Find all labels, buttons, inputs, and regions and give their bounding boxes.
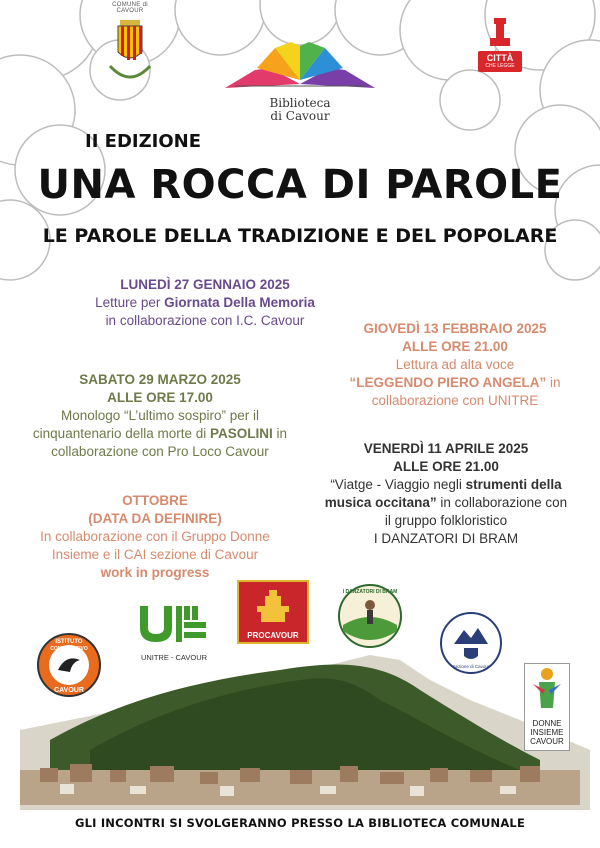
crest-shield-icon bbox=[100, 14, 160, 84]
event-4-line1: “Viatge - Viaggio negli bbox=[330, 477, 466, 492]
event-3-date: SABATO 29 MARZO 2025 bbox=[79, 372, 241, 387]
tower-icon bbox=[239, 582, 307, 626]
istituto-logo bbox=[36, 632, 102, 698]
event-5-line2: Insieme e il CAI sezione di Cavour bbox=[51, 547, 259, 562]
event-1-line1: Letture per bbox=[95, 295, 165, 310]
istituto-badge-icon bbox=[36, 632, 102, 698]
donne-label-3: CAVOUR bbox=[530, 737, 564, 746]
event-5-date: OTTOBRE bbox=[122, 493, 188, 508]
biblioteca-logo bbox=[215, 40, 385, 123]
event-4 bbox=[298, 440, 594, 548]
event-2-line2: in bbox=[546, 375, 561, 390]
event-4-line4: I DANZATORI DI BRAM bbox=[373, 531, 519, 546]
event-3-line1: Monologo “L’ultimo sospiro” per il bbox=[60, 408, 260, 423]
library-name-2: di Cavour bbox=[270, 109, 330, 123]
event-3-highlight: PASOLINI bbox=[210, 426, 273, 441]
event-4-highlight-2: musica occitana” bbox=[324, 495, 437, 510]
event-2-line1: Lettura ad alta voce bbox=[395, 357, 515, 372]
event-1-date: LUNEDÌ 27 GENNAIO 2025 bbox=[120, 277, 290, 292]
procavour-logo bbox=[237, 580, 309, 644]
cai-badge-icon bbox=[438, 610, 504, 676]
women-figure-icon bbox=[525, 664, 569, 714]
event-1-line2: in collaborazione con I.C. Cavour bbox=[105, 313, 305, 328]
book-logo-icon bbox=[215, 40, 385, 92]
cai-label: Sezione di Cavour bbox=[452, 664, 490, 669]
event-4-line3: il gruppo folkloristico bbox=[384, 513, 508, 528]
comune-crest bbox=[100, 2, 160, 82]
subtitle: LE PAROLE DELLA TRADIZIONE E DEL POPOLARE bbox=[42, 225, 558, 247]
event-3-time: ALLE ORE 17.00 bbox=[107, 390, 213, 405]
event-2-line3: collaborazione con UNITRE bbox=[371, 393, 539, 408]
event-1-highlight: Giornata Della Memoria bbox=[164, 295, 315, 310]
main-title: UNA ROCCA DI PAROLE bbox=[37, 162, 563, 208]
event-1 bbox=[55, 276, 355, 330]
donne-insieme-logo bbox=[524, 663, 570, 751]
tower-icon bbox=[478, 16, 522, 46]
event-4-date: VENERDÌ 11 APRILE 2025 bbox=[363, 441, 529, 456]
event-4-highlight-1: strumenti della bbox=[465, 477, 562, 492]
donne-label-1: DONNE bbox=[532, 719, 562, 728]
unitre-logo bbox=[134, 602, 214, 662]
bram-badge-icon bbox=[337, 583, 403, 649]
istituto-label-1: ISTITUTO bbox=[55, 639, 83, 645]
event-3-line3: collaborazione con Pro Loco Cavour bbox=[51, 444, 269, 459]
event-5-time: (DATA DA DEFINIRE) bbox=[88, 511, 222, 526]
event-4-line2: in collaborazione con bbox=[436, 495, 568, 510]
event-3 bbox=[0, 371, 320, 461]
event-2-time: ALLE ORE 21.00 bbox=[402, 339, 508, 354]
event-4-time: ALLE ORE 21.00 bbox=[393, 459, 499, 474]
comune-label: COMUNE di CAVOUR bbox=[112, 2, 148, 14]
event-2 bbox=[320, 320, 590, 410]
citta-label: CITTÀ bbox=[486, 53, 514, 63]
bram-label: I DANZATORI DI BRAM bbox=[342, 589, 398, 595]
unitre-u-icon bbox=[134, 602, 214, 646]
library-name-1: Biblioteca bbox=[269, 96, 331, 110]
event-2-date: GIOVEDÌ 13 FEBBRAIO 2025 bbox=[363, 321, 547, 336]
unitre-label: UNITRE - CAVOUR bbox=[140, 653, 208, 662]
event-5-line3: work in progress bbox=[100, 565, 210, 580]
footer-note: GLI INCONTRI SI SVOLGERANNO PRESSO LA BIBLIOTECA COMUNALE bbox=[74, 816, 526, 830]
event-3-line2-end: in bbox=[272, 426, 288, 441]
event-3-line2: cinquantenario della morte di bbox=[32, 426, 211, 441]
istituto-label-3: CAVOUR bbox=[54, 687, 84, 694]
event-5 bbox=[0, 492, 310, 582]
procavour-label: PROCAVOUR bbox=[247, 631, 299, 640]
che-legge-label: CHE LEGGE bbox=[485, 63, 515, 69]
istituto-label-2: COMPRENSIVO bbox=[50, 646, 88, 652]
edition-label: II EDIZIONE bbox=[85, 131, 202, 152]
cai-logo bbox=[438, 610, 504, 676]
event-5-line1: In collaborazione con il Gruppo Donne bbox=[40, 529, 270, 544]
event-2-highlight: “LEGGENDO PIERO ANGELA” bbox=[349, 375, 547, 390]
bram-logo bbox=[337, 583, 403, 649]
citta-che-legge-logo bbox=[478, 16, 522, 82]
donne-label-2: INSIEME bbox=[530, 728, 564, 737]
